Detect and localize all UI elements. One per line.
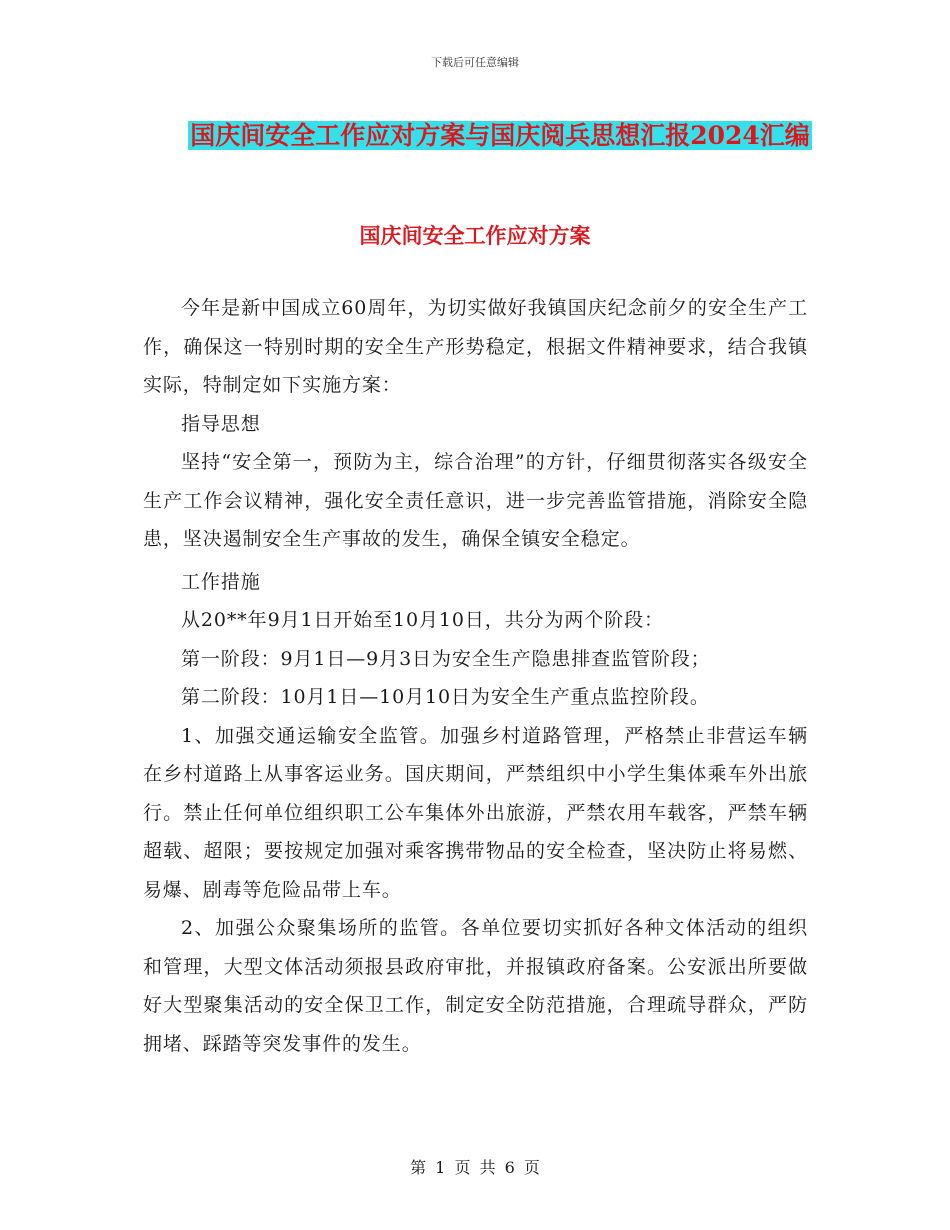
paragraph-phase-one: 第一阶段：9月1日—9月3日为安全生产隐患排查监管阶段； — [181, 647, 711, 670]
page-footer: 第 1 页 共 6 页 — [410, 1158, 540, 1177]
paragraph-schedule: 从20**年9月1日开始至10月10日，共分为两个阶段： — [181, 609, 664, 631]
document-body — [143, 289, 808, 1063]
section-title: 国庆间安全工作应对方案 — [359, 223, 591, 248]
document-title — [150, 112, 850, 160]
header-note: 下载后可任意编辑 — [431, 56, 519, 69]
paragraph-intro: 今年是新中国成立60周年，为切实做好我镇国庆纪念前夕的安全生产工作，确保这一特别时期的安全生产形势稳定，根据文件精神要求，结合我镇实际，特制定如下实施方案： — [143, 297, 808, 396]
paragraph-traffic-safety: 1、加强交通运输安全监管。加强乡村道路管理，严格禁止非营运车辆在乡村道路上从事客运业务。国庆期间，严禁组织中小学生集体乘车外出旅行。禁止任何单位组织职工公车集体外出旅游，严禁农用车载客，严禁车辆超载、超限；要按规定加强对乘客携带物品的安全检查，坚决防止将易燃、易爆、剧毒等危险品带上车。 — [143, 724, 808, 901]
paragraph-guiding-ideology: 坚持“安全第一，预防为主，综合治理”的方针，仔细贯彻落实各级安全生产工作会议精神，强化安全责任意识，进一步完善监管措施，消除安全隐患，坚决遏制安全生产事故的发生，确保全镇安全稳定。 — [143, 451, 808, 550]
paragraph-phase-two: 第二阶段：10月1日—10月10日为安全生产重点监控阶段。 — [181, 686, 710, 708]
heading-guiding-ideology: 指导思想 — [181, 412, 261, 435]
paragraph-public-gathering: 2、加强公众聚集场所的监管。各单位要切实抓好各种文体活动的组织和管理，大型文体活动须报县政府审批，并报镇政府备案。公安派出所要做好大型聚集活动的安全保卫工作，制定安全防范措施，合理疏导群众，严防拥堵、踩踏等突发事件的发生。 — [143, 917, 808, 1055]
heading-work-measures: 工作措施 — [181, 570, 261, 593]
document-title-text: 国庆间安全工作应对方案与国庆阅兵思想汇报2024汇编 — [190, 121, 810, 150]
